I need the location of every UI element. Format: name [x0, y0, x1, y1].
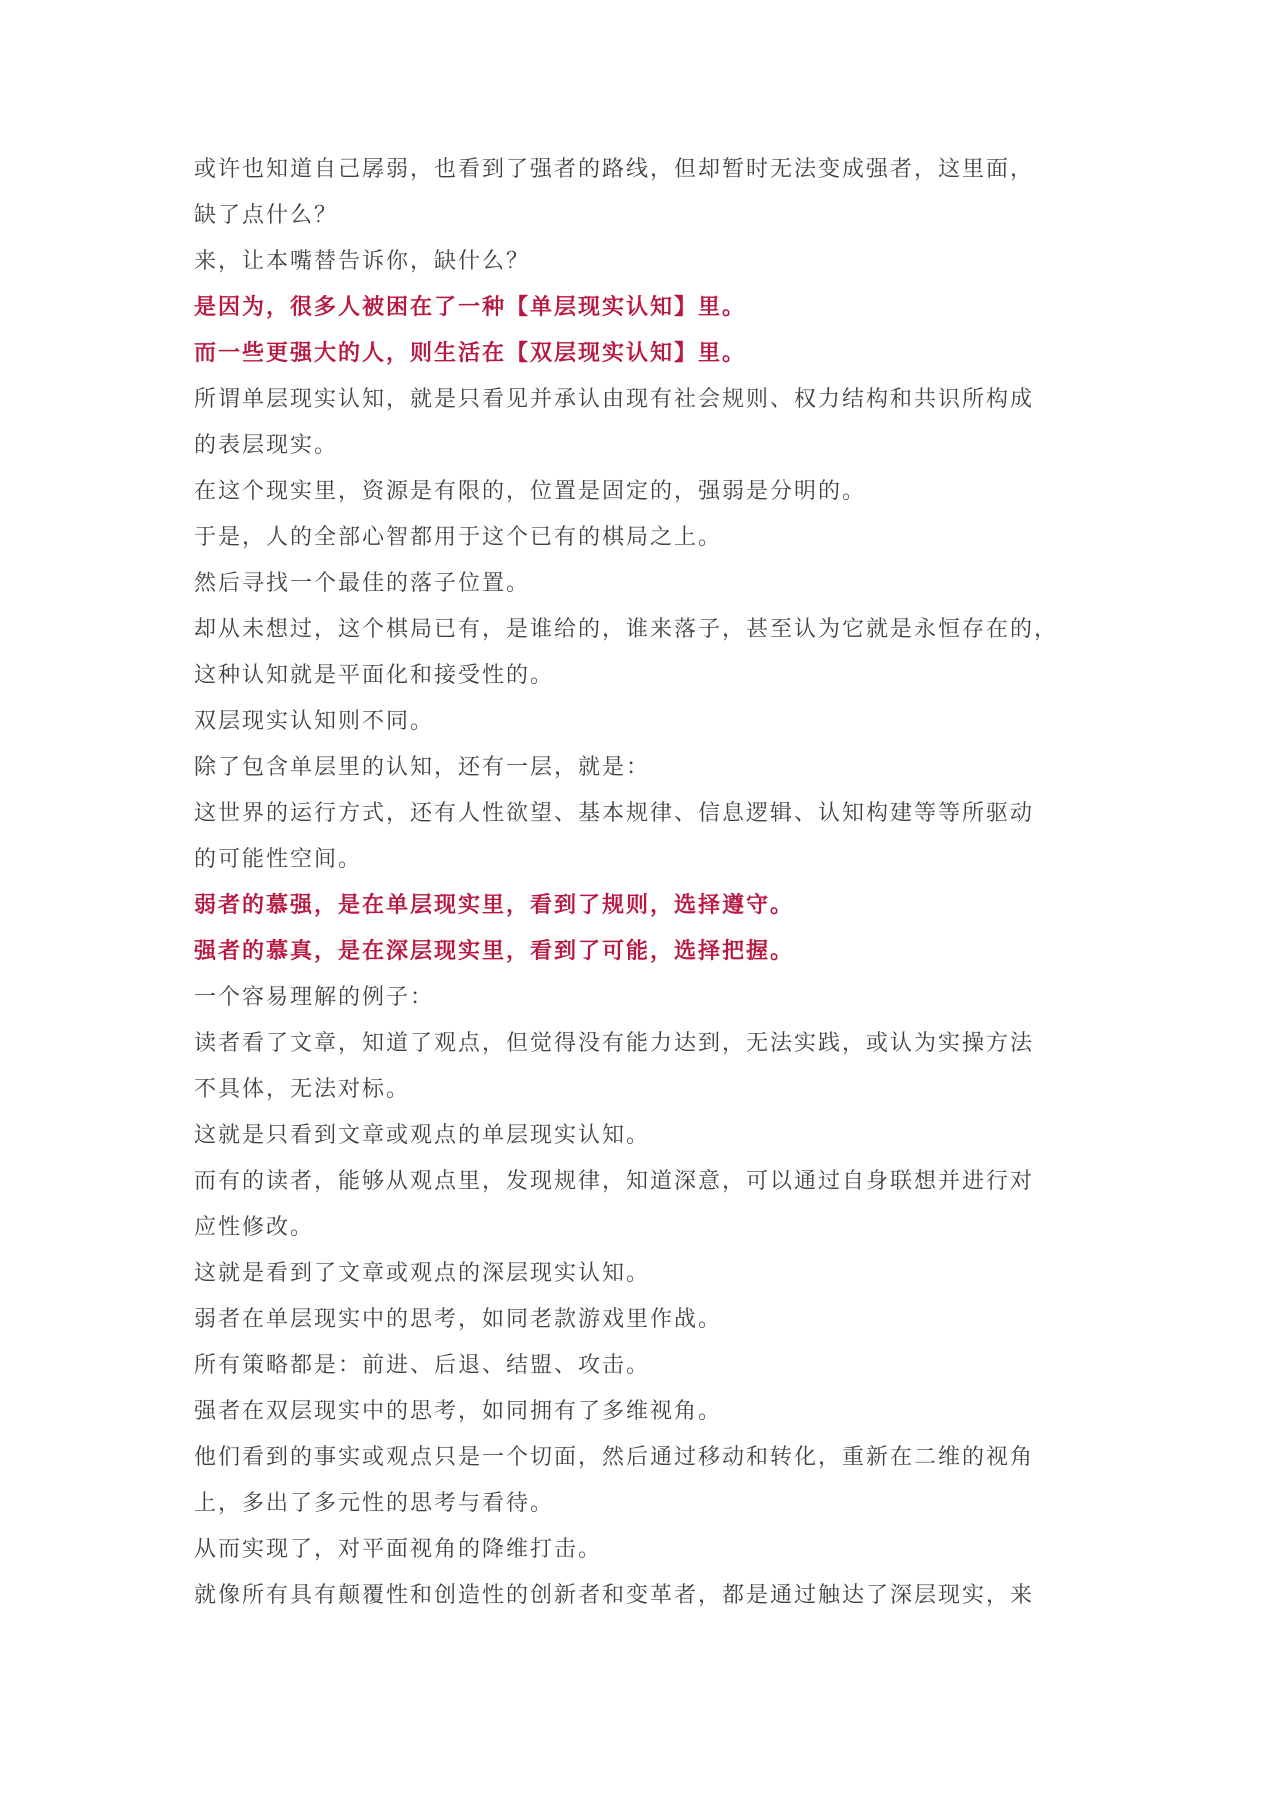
text-line: 所谓单层现实认知，就是只看见并承认由现有社会规则、权力结构和共识所构成 [194, 387, 1035, 412]
text-line: 一个容易理解的例子： [194, 985, 435, 1010]
text-line: 双层现实认知则不同。 [194, 709, 435, 734]
document-body [194, 147, 1079, 1619]
emphasis-line: 而一些更强大的人，则生活在【双层现实认知】里。 [194, 341, 747, 366]
text-line: 这就是只看到文章或观点的单层现实认知。 [194, 1123, 651, 1148]
text-line: 这种认知就是平面化和接受性的。 [194, 663, 555, 688]
text-line: 读者看了文章，知道了观点，但觉得没有能力达到，无法实践，或认为实操方法 [194, 1031, 1035, 1056]
text-line: 就像所有具有颠覆性和创造性的创新者和变革者，都是通过触达了深层现实，来 [194, 1583, 1035, 1608]
emphasis-line: 是因为，很多人被困在了一种【单层现实认知】里。 [194, 295, 747, 320]
text-line: 这就是看到了文章或观点的深层现实认知。 [194, 1261, 651, 1286]
text-line: 所有策略都是：前进、后退、结盟、攻击。 [194, 1353, 651, 1378]
text-line: 从而实现了，对平面视角的降维打击。 [194, 1537, 603, 1562]
text-line: 缺了点什么？ [194, 203, 339, 228]
text-line: 除了包含单层里的认知，还有一层，就是： [194, 755, 651, 780]
text-line: 或许也知道自己孱弱，也看到了强者的路线，但却暂时无法变成强者，这里面， [194, 157, 1035, 182]
text-line: 弱者在单层现实中的思考，如同老款游戏里作战。 [194, 1307, 723, 1332]
emphasis-line: 弱者的慕强，是在单层现实里，看到了规则，选择遵守。 [194, 893, 795, 918]
text-line: 然后寻找一个最佳的落子位置。 [194, 571, 531, 596]
text-line: 不具体，无法对标。 [194, 1077, 411, 1102]
text-line: 强者在双层现实中的思考，如同拥有了多维视角。 [194, 1399, 723, 1424]
text-line: 上，多出了多元性的思考与看待。 [194, 1491, 555, 1516]
text-line: 在这个现实里，资源是有限的，位置是固定的，强弱是分明的。 [194, 479, 867, 504]
text-line: 而有的读者，能够从观点里，发现规律，知道深意，可以通过自身联想并进行对 [194, 1169, 1035, 1194]
text-line: 于是，人的全部心智都用于这个已有的棋局之上。 [194, 525, 723, 550]
text-line: 应性修改。 [194, 1215, 315, 1240]
text-line: 却从未想过，这个棋局已有，是谁给的，谁来落子，甚至认为它就是永恒存在的， [194, 617, 1059, 642]
text-line: 的表层现实。 [194, 433, 339, 458]
emphasis-line: 强者的慕真，是在深层现实里，看到了可能，选择把握。 [194, 939, 795, 964]
text-line: 的可能性空间。 [194, 847, 363, 872]
text-line: 他们看到的事实或观点只是一个切面，然后通过移动和转化，重新在二维的视角 [194, 1445, 1035, 1470]
text-line: 这世界的运行方式，还有人性欲望、基本规律、信息逻辑、认知构建等等所驱动 [194, 801, 1035, 826]
text-line: 来，让本嘴替告诉你，缺什么？ [194, 249, 531, 274]
